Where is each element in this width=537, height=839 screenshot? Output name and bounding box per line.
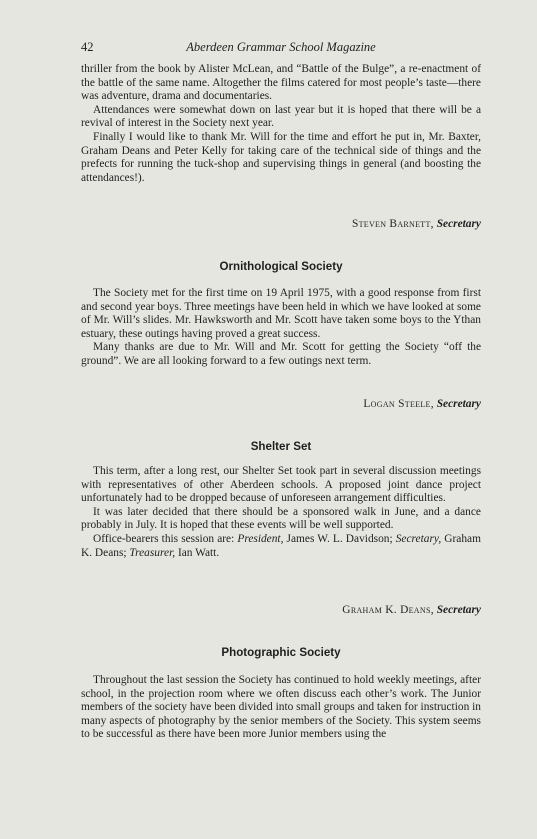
paragraph: thriller from the book by Alister McLean, and “Battle of the Bulge”, a re-enactment of the battle of the same name. Altogether the films catered for most people’s taste—there was adventure, drama and documentaries. <box>81 63 481 103</box>
film-society-signature <box>352 218 481 230</box>
section-heading-shelter-set: Shelter Set <box>250 440 312 453</box>
signature-role: Secretary <box>436 398 481 410</box>
ornithological-text <box>81 287 481 369</box>
running-title: Aberdeen Grammar School Magazine <box>186 40 376 54</box>
signature-role: Secretary <box>436 604 481 616</box>
signature-name: Steven Barnett, <box>351 218 434 230</box>
paragraph: Finally I would like to thank Mr. Will for the time and effort he put in, Mr. Baxter, Graham Deans and Peter Kelly for taking care of the technical side of things and the prefects for running the tuck-shop and supervising things in general (and boosting the attendances!). <box>81 130 481 184</box>
president-name: James W. L. Davidson; <box>283 532 393 545</box>
paragraph: The Society met for the first time on 19 April 1975, with a good response from first and second year boys. Three meetings have been held in which we have looked at some of Mr. Will’s slides. Mr. Hawksworth and Mr. Scott have taken some boys to the Ythan estuary, these outings having proved a great success. <box>81 287 481 340</box>
paragraph: It was later decided that there should be a sponsored walk in June, and a dance probably in July. It is hoped that these events will be well supported. <box>81 505 481 532</box>
treasurer-name: Ian Watt. <box>175 546 220 559</box>
secretary-label: Secretary, <box>395 532 442 545</box>
paragraph: Throughout the last session the Society has continued to hold weekly meetings, after school, in the projection room where we often discuss each other’s work. The Junior members of the society have been divided into small groups and taken for instruction in many aspects of photography by the senior members of the Society. This system seems to be successful as there have been more Junior members using the <box>81 674 481 741</box>
paragraph: Attendances were somewhat down on last year but it is hoped that there will be a revival of interest in the Society next year. <box>81 103 481 130</box>
signature-role: Secretary <box>436 218 481 230</box>
president-label: President, <box>237 532 284 545</box>
shelter-set-signature <box>342 604 481 616</box>
secretary-name: Graham K. Deans; <box>81 532 481 559</box>
section-heading-photographic: Photographic Society <box>221 646 341 659</box>
ornithological-signature <box>363 398 481 410</box>
treasurer-label: Treasurer, <box>129 546 176 559</box>
paragraph: This term, after a long rest, our Shelter Set took part in several discussion meetings with representatives of other Aberdeen schools. A proposed joint dance project unfortunately had to be dropped because of unforeseen arrangement difficulties. <box>81 465 481 505</box>
film-society-text <box>81 63 481 185</box>
photographic-text <box>81 674 481 742</box>
shelter-set-text <box>81 465 481 560</box>
page-header <box>81 40 481 56</box>
section-heading-ornithological: Ornithological Society <box>219 260 343 273</box>
signature-name: Graham K. Deans, <box>342 604 434 616</box>
signature-name: Logan Steele, <box>363 398 434 410</box>
paragraph: Many thanks are due to Mr. Will and Mr. Scott for getting the Society “off the ground”. We are all looking forward to a few outings next term. <box>81 341 481 367</box>
page-number: 42 <box>81 40 94 54</box>
office-bearers-intro: Office-bearers this session are: <box>93 532 238 545</box>
office-bearers-paragraph <box>81 533 481 560</box>
